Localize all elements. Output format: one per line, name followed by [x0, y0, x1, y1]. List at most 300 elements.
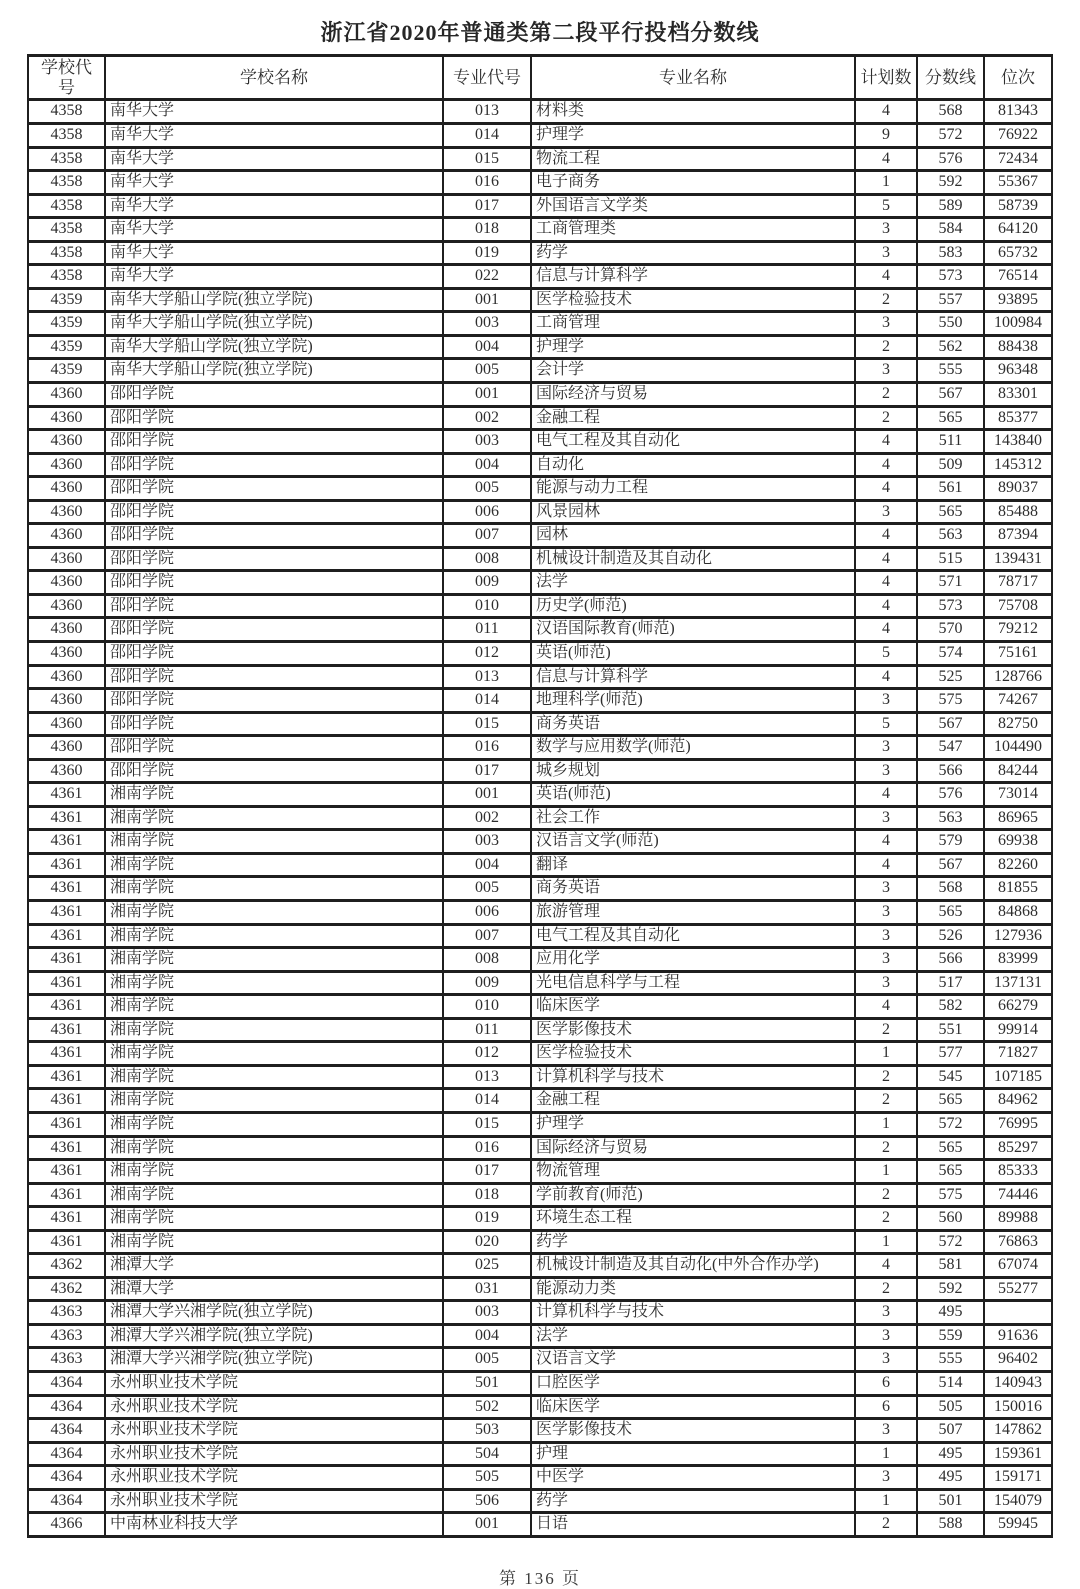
cell-major-code: 016 [443, 171, 531, 195]
table-row [28, 288, 1052, 312]
cell-score-line: 526 [917, 924, 984, 948]
cell-school-code: 4364 [28, 1466, 105, 1490]
cell-major-code: 506 [443, 1489, 531, 1513]
cell-major-name: 应用化学 [531, 948, 855, 972]
cell-score-line: 592 [917, 171, 984, 195]
cell-school-name: 邵阳学院 [105, 406, 443, 430]
cell-plan-count: 6 [855, 1395, 917, 1419]
cell-major-name: 旅游管理 [531, 901, 855, 925]
cell-school-name: 南华大学船山学院(独立学院) [105, 288, 443, 312]
cell-major-name: 日语 [531, 1513, 855, 1537]
cell-school-code: 4360 [28, 665, 105, 689]
cell-major-name: 金融工程 [531, 406, 855, 430]
table-row [28, 218, 1052, 242]
table-row [28, 430, 1052, 454]
cell-major-code: 502 [443, 1395, 531, 1419]
page-title: 浙江省2020年普通类第二段平行投档分数线 [320, 20, 760, 45]
table-row [28, 901, 1052, 925]
cell-score-line: 511 [917, 430, 984, 454]
cell-score-line: 495 [917, 1301, 984, 1325]
cell-plan-count: 3 [855, 312, 917, 336]
cell-rank: 107185 [984, 1065, 1052, 1089]
cell-major-name: 商务英语 [531, 712, 855, 736]
cell-score-line: 507 [917, 1419, 984, 1443]
cell-school-code: 4361 [28, 1018, 105, 1042]
score-table [27, 54, 1053, 1538]
cell-school-code: 4360 [28, 736, 105, 760]
cell-school-name: 永州职业技术学院 [105, 1442, 443, 1466]
cell-major-name: 电子商务 [531, 171, 855, 195]
cell-score-line: 572 [917, 1230, 984, 1254]
cell-score-line: 565 [917, 406, 984, 430]
table-row [28, 1112, 1052, 1136]
table-row [28, 924, 1052, 948]
cell-school-code: 4358 [28, 123, 105, 147]
table-row [28, 571, 1052, 595]
cell-rank: 88438 [984, 335, 1052, 359]
cell-school-name: 邵阳学院 [105, 712, 443, 736]
cell-major-code: 019 [443, 1207, 531, 1231]
cell-school-name: 湘南学院 [105, 901, 443, 925]
cell-score-line: 567 [917, 383, 984, 407]
cell-major-code: 004 [443, 453, 531, 477]
cell-rank: 85377 [984, 406, 1052, 430]
cell-plan-count: 3 [855, 1301, 917, 1325]
table-row [28, 689, 1052, 713]
cell-score-line: 505 [917, 1395, 984, 1419]
cell-major-name: 护理学 [531, 335, 855, 359]
cell-school-code: 4361 [28, 901, 105, 925]
cell-school-name: 南华大学 [105, 123, 443, 147]
table-row [28, 1513, 1052, 1537]
cell-school-name: 南华大学 [105, 265, 443, 289]
cell-major-code: 013 [443, 1065, 531, 1089]
table-row [28, 759, 1052, 783]
cell-school-code: 4361 [28, 971, 105, 995]
cell-plan-count: 5 [855, 712, 917, 736]
cell-major-name: 工商管理类 [531, 218, 855, 242]
table-row [28, 665, 1052, 689]
cell-school-code: 4361 [28, 783, 105, 807]
cell-school-code: 4361 [28, 948, 105, 972]
cell-rank: 82260 [984, 853, 1052, 877]
table-row [28, 830, 1052, 854]
cell-school-name: 湘南学院 [105, 1112, 443, 1136]
table-row [28, 1183, 1052, 1207]
score-table-header [28, 56, 1052, 100]
cell-school-name: 邵阳学院 [105, 759, 443, 783]
cell-rank: 89988 [984, 1207, 1052, 1231]
cell-school-name: 南华大学 [105, 218, 443, 242]
cell-major-code: 015 [443, 712, 531, 736]
table-row [28, 241, 1052, 265]
cell-major-name: 材料类 [531, 100, 855, 124]
cell-major-code: 004 [443, 853, 531, 877]
cell-rank: 100984 [984, 312, 1052, 336]
table-row [28, 712, 1052, 736]
cell-major-name: 计算机科学与技术 [531, 1065, 855, 1089]
table-row [28, 100, 1052, 124]
cell-school-name: 邵阳学院 [105, 453, 443, 477]
cell-major-name: 商务英语 [531, 877, 855, 901]
cell-major-code: 013 [443, 665, 531, 689]
cell-score-line: 571 [917, 571, 984, 595]
cell-major-name: 信息与计算科学 [531, 265, 855, 289]
cell-major-code: 025 [443, 1254, 531, 1278]
cell-plan-count: 5 [855, 642, 917, 666]
cell-score-line: 582 [917, 995, 984, 1019]
cell-rank: 75708 [984, 594, 1052, 618]
table-row [28, 1207, 1052, 1231]
cell-rank: 74446 [984, 1183, 1052, 1207]
cell-score-line: 572 [917, 1112, 984, 1136]
table-row [28, 477, 1052, 501]
table-row [28, 123, 1052, 147]
cell-major-code: 001 [443, 1513, 531, 1537]
cell-school-code: 4359 [28, 312, 105, 336]
column-header-score-line: 分数线 [917, 56, 984, 100]
cell-school-name: 湘潭大学兴湘学院(独立学院) [105, 1348, 443, 1372]
cell-school-code: 4360 [28, 571, 105, 595]
table-row [28, 1301, 1052, 1325]
cell-school-code: 4361 [28, 1112, 105, 1136]
cell-plan-count: 3 [855, 948, 917, 972]
cell-school-name: 南华大学船山学院(独立学院) [105, 335, 443, 359]
cell-school-name: 邵阳学院 [105, 665, 443, 689]
cell-score-line: 565 [917, 1089, 984, 1113]
cell-score-line: 579 [917, 830, 984, 854]
cell-rank: 85488 [984, 500, 1052, 524]
cell-school-code: 4360 [28, 477, 105, 501]
cell-rank [984, 1301, 1052, 1325]
cell-rank: 99914 [984, 1018, 1052, 1042]
table-row [28, 618, 1052, 642]
cell-major-code: 006 [443, 500, 531, 524]
cell-school-code: 4361 [28, 1089, 105, 1113]
cell-plan-count: 2 [855, 1089, 917, 1113]
table-row [28, 806, 1052, 830]
cell-plan-count: 3 [855, 1419, 917, 1443]
cell-major-name: 历史学(师范) [531, 594, 855, 618]
cell-major-name: 药学 [531, 1489, 855, 1513]
table-row [28, 1160, 1052, 1184]
cell-school-code: 4360 [28, 759, 105, 783]
cell-major-code: 008 [443, 547, 531, 571]
cell-school-code: 4361 [28, 853, 105, 877]
cell-plan-count: 3 [855, 1466, 917, 1490]
cell-score-line: 568 [917, 877, 984, 901]
cell-school-name: 湘南学院 [105, 1183, 443, 1207]
table-row [28, 1395, 1052, 1419]
cell-score-line: 572 [917, 123, 984, 147]
cell-rank: 89037 [984, 477, 1052, 501]
table-row [28, 1277, 1052, 1301]
cell-school-code: 4361 [28, 1042, 105, 1066]
cell-score-line: 588 [917, 1513, 984, 1537]
cell-major-code: 505 [443, 1466, 531, 1490]
table-row [28, 995, 1052, 1019]
cell-score-line: 567 [917, 853, 984, 877]
table-row [28, 1348, 1052, 1372]
column-header-school-code: 学校代号 [28, 56, 105, 100]
table-row [28, 383, 1052, 407]
cell-major-code: 009 [443, 971, 531, 995]
cell-plan-count: 4 [855, 100, 917, 124]
cell-plan-count: 4 [855, 995, 917, 1019]
cell-major-name: 电气工程及其自动化 [531, 430, 855, 454]
cell-major-code: 015 [443, 1112, 531, 1136]
cell-plan-count: 1 [855, 1442, 917, 1466]
cell-rank: 85333 [984, 1160, 1052, 1184]
cell-score-line: 576 [917, 147, 984, 171]
cell-plan-count: 4 [855, 571, 917, 595]
cell-school-code: 4364 [28, 1442, 105, 1466]
cell-school-code: 4360 [28, 547, 105, 571]
cell-rank: 93895 [984, 288, 1052, 312]
table-row [28, 783, 1052, 807]
cell-plan-count: 3 [855, 1348, 917, 1372]
cell-major-code: 003 [443, 830, 531, 854]
cell-major-code: 002 [443, 806, 531, 830]
table-row [28, 594, 1052, 618]
cell-major-code: 012 [443, 1042, 531, 1066]
cell-major-name: 国际经济与贸易 [531, 383, 855, 407]
cell-plan-count: 4 [855, 830, 917, 854]
cell-score-line: 565 [917, 1136, 984, 1160]
cell-major-code: 007 [443, 924, 531, 948]
cell-school-name: 南华大学 [105, 241, 443, 265]
cell-rank: 59945 [984, 1513, 1052, 1537]
cell-score-line: 576 [917, 783, 984, 807]
cell-major-code: 006 [443, 901, 531, 925]
cell-major-name: 城乡规划 [531, 759, 855, 783]
cell-major-code: 004 [443, 335, 531, 359]
cell-major-code: 016 [443, 1136, 531, 1160]
cell-major-name: 汉语言文学(师范) [531, 830, 855, 854]
cell-score-line: 509 [917, 453, 984, 477]
cell-rank: 150016 [984, 1395, 1052, 1419]
cell-score-line: 575 [917, 689, 984, 713]
cell-major-code: 017 [443, 1160, 531, 1184]
cell-rank: 58739 [984, 194, 1052, 218]
cell-rank: 64120 [984, 218, 1052, 242]
cell-major-name: 法学 [531, 571, 855, 595]
cell-score-line: 566 [917, 948, 984, 972]
table-row [28, 1466, 1052, 1490]
cell-school-code: 4360 [28, 524, 105, 548]
header-row [28, 56, 1052, 100]
cell-rank: 65732 [984, 241, 1052, 265]
cell-rank: 104490 [984, 736, 1052, 760]
cell-school-code: 4360 [28, 594, 105, 618]
cell-score-line: 565 [917, 500, 984, 524]
cell-major-name: 医学影像技术 [531, 1419, 855, 1443]
cell-score-line: 563 [917, 524, 984, 548]
column-header-rank: 位次 [984, 56, 1052, 100]
cell-school-code: 4358 [28, 100, 105, 124]
cell-score-line: 551 [917, 1018, 984, 1042]
cell-school-code: 4358 [28, 265, 105, 289]
cell-major-name: 计算机科学与技术 [531, 1301, 855, 1325]
table-row [28, 1489, 1052, 1513]
cell-plan-count: 3 [855, 500, 917, 524]
cell-major-name: 机械设计制造及其自动化(中外合作办学) [531, 1254, 855, 1278]
cell-plan-count: 2 [855, 1277, 917, 1301]
cell-major-name: 医学检验技术 [531, 288, 855, 312]
cell-major-code: 022 [443, 265, 531, 289]
cell-plan-count: 3 [855, 901, 917, 925]
cell-plan-count: 2 [855, 1183, 917, 1207]
cell-school-name: 南华大学 [105, 194, 443, 218]
cell-school-code: 4360 [28, 642, 105, 666]
cell-rank: 84244 [984, 759, 1052, 783]
cell-school-name: 中南林业科技大学 [105, 1513, 443, 1537]
table-row [28, 877, 1052, 901]
cell-rank: 76514 [984, 265, 1052, 289]
cell-score-line: 555 [917, 359, 984, 383]
cell-major-name: 国际经济与贸易 [531, 1136, 855, 1160]
cell-score-line: 557 [917, 288, 984, 312]
cell-school-code: 4361 [28, 1183, 105, 1207]
cell-rank: 139431 [984, 547, 1052, 571]
cell-rank: 87394 [984, 524, 1052, 548]
cell-school-name: 湘南学院 [105, 877, 443, 901]
cell-school-name: 南华大学 [105, 147, 443, 171]
cell-score-line: 583 [917, 241, 984, 265]
cell-school-code: 4358 [28, 194, 105, 218]
cell-plan-count: 3 [855, 806, 917, 830]
cell-plan-count: 2 [855, 1513, 917, 1537]
cell-rank: 69938 [984, 830, 1052, 854]
table-row [28, 853, 1052, 877]
cell-major-name: 园林 [531, 524, 855, 548]
cell-school-name: 南华大学 [105, 171, 443, 195]
cell-school-name: 湘南学院 [105, 971, 443, 995]
cell-score-line: 581 [917, 1254, 984, 1278]
cell-school-name: 邵阳学院 [105, 736, 443, 760]
cell-major-name: 数学与应用数学(师范) [531, 736, 855, 760]
cell-major-name: 自动化 [531, 453, 855, 477]
cell-major-code: 501 [443, 1371, 531, 1395]
cell-score-line: 561 [917, 477, 984, 501]
cell-score-line: 570 [917, 618, 984, 642]
cell-score-line: 545 [917, 1065, 984, 1089]
cell-major-name: 金融工程 [531, 1089, 855, 1113]
cell-score-line: 568 [917, 100, 984, 124]
cell-major-name: 电气工程及其自动化 [531, 924, 855, 948]
table-row [28, 547, 1052, 571]
cell-rank: 71827 [984, 1042, 1052, 1066]
cell-major-name: 光电信息科学与工程 [531, 971, 855, 995]
cell-score-line: 547 [917, 736, 984, 760]
cell-school-code: 4361 [28, 877, 105, 901]
cell-plan-count: 4 [855, 547, 917, 571]
column-header-school-name: 学校名称 [105, 56, 443, 100]
cell-rank: 76863 [984, 1230, 1052, 1254]
cell-rank: 86965 [984, 806, 1052, 830]
cell-rank: 83999 [984, 948, 1052, 972]
cell-plan-count: 4 [855, 453, 917, 477]
cell-major-code: 503 [443, 1419, 531, 1443]
cell-plan-count: 4 [855, 783, 917, 807]
table-row [28, 500, 1052, 524]
cell-school-code: 4361 [28, 806, 105, 830]
cell-major-name: 能源与动力工程 [531, 477, 855, 501]
cell-rank: 67074 [984, 1254, 1052, 1278]
cell-major-name: 信息与计算科学 [531, 665, 855, 689]
cell-school-name: 南华大学船山学院(独立学院) [105, 359, 443, 383]
cell-school-code: 4360 [28, 500, 105, 524]
cell-school-code: 4361 [28, 830, 105, 854]
cell-major-code: 004 [443, 1324, 531, 1348]
cell-plan-count: 1 [855, 1489, 917, 1513]
cell-rank: 137131 [984, 971, 1052, 995]
cell-plan-count: 3 [855, 218, 917, 242]
cell-school-name: 湘潭大学兴湘学院(独立学院) [105, 1301, 443, 1325]
cell-school-code: 4358 [28, 147, 105, 171]
cell-plan-count: 4 [855, 853, 917, 877]
cell-major-code: 012 [443, 642, 531, 666]
cell-school-name: 南华大学船山学院(独立学院) [105, 312, 443, 336]
cell-rank: 84868 [984, 901, 1052, 925]
cell-major-code: 009 [443, 571, 531, 595]
cell-rank: 83301 [984, 383, 1052, 407]
cell-major-code: 020 [443, 1230, 531, 1254]
cell-school-code: 4366 [28, 1513, 105, 1537]
cell-school-code: 4361 [28, 1207, 105, 1231]
cell-plan-count: 4 [855, 265, 917, 289]
cell-plan-count: 1 [855, 1042, 917, 1066]
cell-rank: 145312 [984, 453, 1052, 477]
cell-plan-count: 3 [855, 759, 917, 783]
cell-score-line: 584 [917, 218, 984, 242]
cell-score-line: 562 [917, 335, 984, 359]
cell-major-name: 药学 [531, 1230, 855, 1254]
cell-major-code: 014 [443, 1089, 531, 1113]
cell-plan-count: 2 [855, 1207, 917, 1231]
cell-score-line: 514 [917, 1371, 984, 1395]
cell-rank: 127936 [984, 924, 1052, 948]
cell-rank: 128766 [984, 665, 1052, 689]
cell-score-line: 560 [917, 1207, 984, 1231]
cell-major-name: 能源动力类 [531, 1277, 855, 1301]
cell-school-code: 4358 [28, 218, 105, 242]
cell-major-code: 007 [443, 524, 531, 548]
cell-major-name: 物流工程 [531, 147, 855, 171]
cell-plan-count: 3 [855, 736, 917, 760]
cell-score-line: 559 [917, 1324, 984, 1348]
cell-major-code: 016 [443, 736, 531, 760]
cell-plan-count: 9 [855, 123, 917, 147]
cell-school-code: 4360 [28, 712, 105, 736]
cell-school-code: 4363 [28, 1324, 105, 1348]
cell-major-code: 014 [443, 689, 531, 713]
cell-rank: 55367 [984, 171, 1052, 195]
cell-major-name: 物流管理 [531, 1160, 855, 1184]
column-header-plan-count: 计划数 [855, 56, 917, 100]
cell-rank: 159171 [984, 1466, 1052, 1490]
cell-major-name: 临床医学 [531, 1395, 855, 1419]
cell-major-name: 汉语国际教育(师范) [531, 618, 855, 642]
cell-major-code: 005 [443, 1348, 531, 1372]
cell-plan-count: 1 [855, 1160, 917, 1184]
cell-school-name: 湘南学院 [105, 853, 443, 877]
column-header-major-code: 专业代号 [443, 56, 531, 100]
cell-plan-count: 3 [855, 924, 917, 948]
cell-rank: 76922 [984, 123, 1052, 147]
cell-school-name: 南华大学 [105, 100, 443, 124]
table-row [28, 736, 1052, 760]
